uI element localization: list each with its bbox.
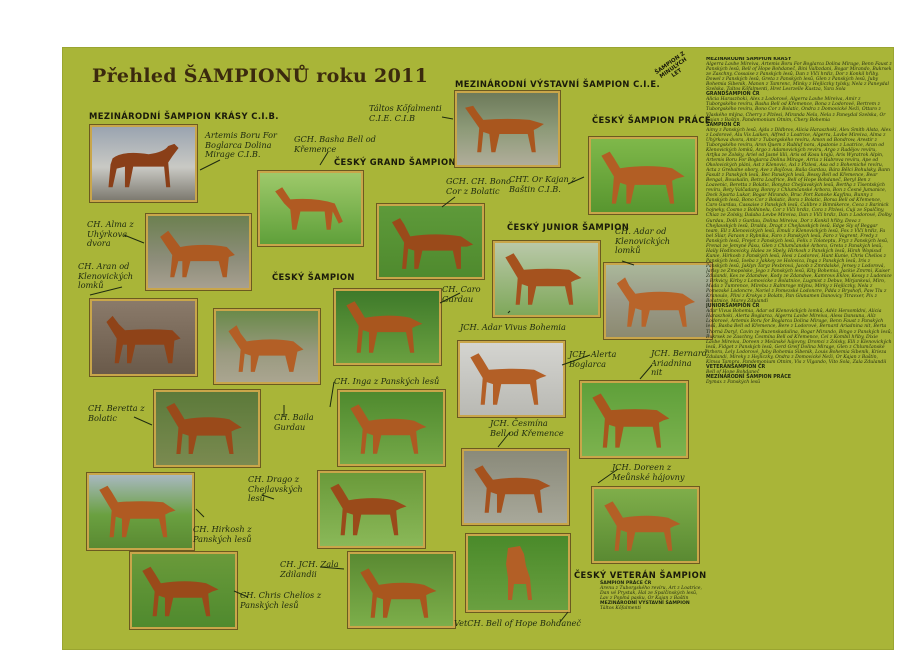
photo-beretta — [154, 390, 260, 467]
col-sec-1: MEZINÁRODNÍ ŠAMPION KRÁSY — [706, 57, 792, 62]
label-adar-vivus: JCH. Adar Vivus Bohemia — [460, 322, 566, 332]
label-alerta: JCH. Alerta Boglarca — [569, 349, 617, 369]
poster-board — [62, 47, 894, 650]
photo-alerta — [458, 341, 565, 417]
col-sec-5: VETERÁNŠAMPION ČR — [706, 364, 766, 370]
col-text-3: Aimy z Panských lesů, Ajda z Dldbrov, Alicia Haraszhoki, Alex Smith Alsta, Alex z Lodorové, Alu Vis Laiken, Alfred z Loatrice, Algerra, Lavbe Mireiva, Alma z Uhýrkova dvora, Amir z Tuborgského revíru, Amon od Bondrow, Arestir z Tuborgského revíru, Aron Quem z Rubluf nora, Apatonie z Loatrice, Aran od Klenovických lomků, Argo z Adamovických revíru, Argo z Radějov revíru, Artjka ze Zolsky, Ariel od Jasné lilii, Aris od Kosu krajů, Aris Wyratrok Alpin, Artemis Boru For Boglarca Dolina Mirage, Arria z Habrova revíru, Ape od Okolovických pláni, Ast z Klenovic, Axl z Plzlesi, Asa od z Bohemiché revíru, Acta z Grebalne obory, Ave z Bojčova, Baila Gurdau, Bára Bělci Bohulsky, Bann Fasult z Panských lesů, Bec Panských lesů, Bessy Bell od Křemence, Bear Bengal, Bouskalin, Betra Loafrice, Bell of Hope Bohdaneč, Beryl Ben z Loavenic, Beretta z Bolatic, Bonytsz Chejlavských lesů, Bertha z Tisentských revíru, Bety Valčadany, Bonny z Chlumčanské Arbora, Bon z Česné Jumanice, Dock Sparta Lukar, Bogar Mirando, Bruc Port Ranoke Kayfinu, Bunny z Panských lesů, Bono Cor z Bolatic, Bora z Bolatic, Borsa Bell od Křemence, Caro Gurdau, Cassaise z Panských lesů, Calibre z Bimnikerce, Ceca z Barinick hojneky, Cosmo z Bolhinelu, Cor z Vlčí hrdiz, Cora z Plzlesi, Cuji ze Spalčiny, Chiaz ze Zolsky, Dalaba Levbe Mireiva, Dan z Vlčí hrdiz, Dan z Lodorové, Dolby Gurdau, Dolli z Gurdau, Dolina Mireiva, Dor z Konkil hřiby, Dova z Chejlavských lesů, Dralda, Dragt z Chejlavských lesů, Edge Sly of Beggar team, Ell z Klenovických lesů, Emuli z Klenovických lesů, Fox z Vlčí hrdiz, Fa bel Sliar, Faraon z Rybníka, Faro z Panských lesů, Faro z Vagrent, Fredy z Panských lesů, Frejet z Panských lesů, Felix z Toloteptu, Fryz z Panských lesů, Frenal ze Jemyné Pásu, Glen z Chlumčanské Arbora, Greta z Panských lesů, Haily Hodinovicky, Halea ze Sbely, Hirkosh z Panských lesů, Hirsh Wopisxd Kunie, Hirkosh z Panských lesů, Hesi z Lodoroví, Hunt Kunie, Chris Chelios z Panských lesů, Ioeba z Jakkey ze Holovica, Inga z Panských lesů, Iris z Panských lesů, Jaklyn Taryz Pexbrová, Jacob z Zmrdalské, Jersey z Lodorová, Jarlsy ze Zmopolske, Jego z Panských lesů, Kity Bohemia, Jackie Zmrmi, Kaiser Zdulandi, Kes ze Zdandwe, Kody ze Zdandwe, Kamrovs Eklov, Kessy z Ludonice z Brkvicy, Kirby z Lomovicke z Bolatnice, Lugmist z Debuv, Mirjankeui, Miro, Mada z Tumrence, Mirebu z Ralmroge mlýnu, Mirky z Hejliczky, Nela z Pomezské Lodoncre, Noriel z Pomezské Lodoncre, Pdda z Bryshofi, Paw Tlu z Kranoulo, Plini z Krokys z Bolatn, Pan Glunamen Danovicy Ttravxer, Pix z Bolatnice, Marey Zdulandi — [706, 127, 892, 305]
label-basha: GCH. Basha Bell od Křemence — [294, 134, 376, 154]
col-text-1: Algerra Lavbe Mireiva, Artemis Boru For Boglarca Dolina Mirage, Benn Faust z Panských lesů, Bell of Hope Bohdaneč, Bini Valbzdani, Bogar Mirando, Bukrsek ze Zaschny, Cossaise z Panských lesů, Dan z Vlčí hrdiz, Dor z Konkil hřiby, Dowel z Panských lesů, Greta z Panských lesů, Glen z Panských lesů, Juby Bohemia Sibenik, Manon z Tamrenc, Minky z Hejliczky tylsky, Nela z Paneydal Szelska, Taltos Kőfalmenti, Hret Lesrzelle Kustza, Yara Sola — [706, 62, 892, 93]
col-sec-6: MEZINÁRODNÍ ŠAMPION PRÁCE — [706, 374, 791, 380]
header-intl-show: MEZINÁRODNÍ VÝSTAVNÍ ŠAMPION C.I.E. — [455, 79, 661, 89]
photo-baila — [214, 309, 320, 384]
col-sec-3: ŠAMPION ČR — [706, 122, 741, 128]
col-sec-4: JUNIORŠAMPION ČR — [706, 304, 760, 310]
photo-aran — [90, 299, 197, 376]
photo-hirkosh — [87, 473, 194, 550]
label-bernard: JCH. Bernard Ariadnina nit — [651, 348, 707, 377]
photo-chelios — [130, 552, 237, 629]
label-alma: CH. Alma z Uhýrkova dvora — [87, 219, 134, 248]
photo-doreen — [592, 487, 699, 563]
photo-adar-vivus — [493, 241, 600, 317]
header-cz-work: ČESKÝ ŠAMPION PRÁCE — [592, 115, 712, 125]
label-caro: CH. Caro Gurdau — [442, 284, 481, 304]
label-aran: CH. Aran od Klenovických lomků — [78, 261, 134, 290]
col-sec-2: GRANDŠAMPION ČR — [706, 92, 760, 98]
label-cesmina: JCH. Česmína Bell od Křemence — [490, 418, 564, 438]
label-inga: CH. Inga z Panských lesů — [334, 376, 440, 386]
photo-inga — [338, 390, 445, 466]
col-text-2: Alicia Haraszhoki, Alex z Lodorové, Algerra Lavbe Mireiva, Amir z Tuborgského revíru, Basha Bell od Křemence, Bona z Lodorové, Bertrem z Tuborgského revíru, Bono Cor z Bolatic, Ondra z Domovické Neži, Ottaro z Vlaského mlýna, Cherry z Plzlesi, Miranda Nela, Nela z Paneydal Szelska, Or Kajan z Baštin, Pandemonium Otnim, Chery Bohemia — [706, 97, 886, 123]
footnote-body: Arenu z Tuborgského revíru, Art z Loatrice, Dan vé Prystak, Hal ze Spalčinských lesů, Lav z Poplná pasku, Or Kajan z Baštin — [600, 586, 702, 602]
poster-title: Přehled ŠAMPIONŮ roku 2011 — [92, 65, 429, 87]
label-hirkosh: CH. Hirkosh z Panských lesů — [193, 524, 252, 544]
photo-caro — [334, 289, 441, 365]
photo-drago — [318, 471, 425, 548]
footnote-body2: Táltos Kőfalmenti — [600, 606, 641, 612]
footnote-head: ŠAMPION PRÁCE ČR — [600, 581, 652, 586]
photo-bell-hope — [466, 534, 570, 612]
footnote-head2: MEZINÁRODNÍ VÝSTAVNÍ ŠAMPION — [600, 601, 690, 607]
photo-cesmina — [462, 449, 569, 525]
photo-artemis — [90, 125, 197, 202]
label-adar: CH. Adar od Klenovických lomků — [615, 226, 671, 255]
footnote-block — [600, 581, 704, 612]
header-cz-junior: ČESKÝ JUNIOR ŠAMPION — [507, 222, 630, 232]
header-intl-beauty: MEZINÁRODNÍ ŠAMPION KRÁSY C.I.B. — [89, 111, 279, 121]
label-drago: CH. Drago z Chejlavských lesů — [248, 474, 303, 503]
photo-kajan — [589, 137, 697, 214]
label-doreen: JCH. Doreen z Meůnské hájovny — [612, 462, 685, 482]
photo-alma — [146, 214, 251, 290]
label-artemis: Artemis Boru For Boglarca Dolina Mirage C.I.B. — [205, 130, 277, 159]
photo-zala — [348, 552, 455, 628]
label-kajan: CHT. Or Kajan z Baštin C.I.B. — [509, 174, 576, 194]
header-cz-veteran: ČESKÝ VETERÁN ŠAMPION — [574, 570, 707, 580]
champion-list-column — [706, 57, 892, 645]
col-text-5: Bell of Hope Bohdaneč — [706, 369, 760, 375]
col-text-6: Dymax z Panských lesů — [706, 380, 761, 385]
label-zala: CH. JCH. Zala Zdilandii — [280, 559, 339, 579]
header-cz-champion: ČESKÝ ŠAMPION — [272, 272, 355, 282]
photo-bono — [377, 204, 484, 279]
photo-basha — [258, 171, 363, 246]
label-beretta: CH. Beretta z Bolatic — [88, 403, 145, 423]
label-baila: CH. Baila Gurdau — [274, 412, 314, 432]
photo-bernard — [580, 381, 688, 458]
label-bono: GCH. CH. Bono Cor z Bolatic — [446, 176, 511, 196]
label-taltos: Táltos Kőfalmenti C.I.E. C.I.B — [369, 103, 442, 123]
photo-adar — [604, 263, 712, 339]
photo-taltos — [455, 91, 560, 167]
label-bell-hope: VetCH. Bell of Hope Bohdaneč — [454, 618, 581, 628]
header-cz-grand: ČESKÝ GRAND ŠAMPION — [334, 157, 456, 167]
col-text-4: Adar Vivus Bohemia, Adar od Klenovických lomků, Adéz Hersomldni, Alicia Haraszhoki, Alerta Boglarca, Algerra Lavbe Mireiva, Aless Dansuna, Alíz Lodorové, Artemis Boru for Boglarca Dolina Mirage, Benn Faust z Panských lesů, Basha Bell od Křemence, Bere z Lodorové, Bernard Ariadnina nit, Berta Thorná Daryl, Cavin ze Ruzenskadalina, Bogar Mirando, Bingo z Panských lesů, Bukrsek ze Zaschny, Česmína Bell od Křemence, Cel z Kombil hřiby, Dixie Lavbe Mireiva, Doreen z Meůnské hájovny, Dromci z Zolsky, Elli z Klenovických lesů, Fidget z Panských lesů, Gerd Greif Dolina Mirage, Glen z Chlumčanské Arbora, Lely Lodorové, Juby Bohemia Sibenik, Louis Bohemia Sibenik, Krieza Zdulandi, Mireky z Hejliczky, Ondra z Domovické Neži, Or Kajan z Baštin, Kimsa Tampra, Pandemonium Otnim, Vis z Vlgando, Vito Sola, Zala Zdulandii — [706, 309, 892, 365]
label-chelios: CH. Chris Chelios z Panských lesů — [240, 590, 322, 610]
previous-years-stamp: ŠAMPION Z MINULÝCH LET — [654, 50, 689, 80]
